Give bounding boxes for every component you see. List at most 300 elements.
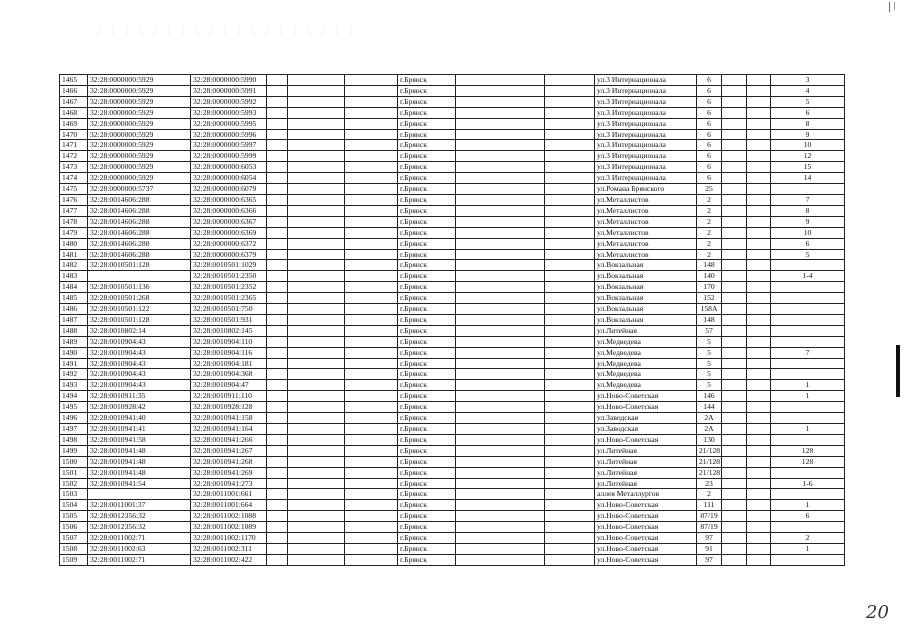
object-cadastral-number: 32:28:0011001:661 bbox=[191, 489, 267, 500]
apartment-number: 10 bbox=[771, 227, 845, 238]
empty-cell bbox=[747, 511, 771, 522]
street: ул.Медведева bbox=[595, 380, 697, 391]
empty-cell bbox=[722, 511, 747, 522]
house-number: 6 bbox=[697, 151, 722, 162]
object-cadastral-number: 32:28:0011002:1170 bbox=[191, 533, 267, 544]
apartment-number bbox=[771, 282, 845, 293]
row-number: 1476 bbox=[60, 194, 88, 205]
apartment-number: 7 bbox=[771, 347, 845, 358]
table-row bbox=[60, 380, 845, 391]
table-row bbox=[60, 304, 845, 315]
object-cadastral-number: 32:28:0010941:267 bbox=[191, 445, 267, 456]
empty-cell bbox=[747, 543, 771, 554]
empty-cell bbox=[288, 380, 345, 391]
land-cadastral-number: 32:28:0000000:5929 bbox=[88, 96, 191, 107]
object-cadastral-number: 32:28:0000000:6372 bbox=[191, 238, 267, 249]
empty-cell bbox=[288, 358, 345, 369]
land-cadastral-number: 32:28:0010941:48 bbox=[88, 445, 191, 456]
empty-cell bbox=[267, 511, 288, 522]
land-cadastral-number: 32:28:0000000:5929 bbox=[88, 107, 191, 118]
empty-cell bbox=[288, 271, 345, 282]
empty-cell bbox=[345, 304, 398, 315]
house-number: 5 bbox=[697, 347, 722, 358]
city: г.Брянск bbox=[398, 533, 456, 544]
house-number: 170 bbox=[697, 282, 722, 293]
empty-cell bbox=[456, 533, 545, 544]
land-cadastral-number: 32:28:0010904:43 bbox=[88, 358, 191, 369]
empty-cell bbox=[722, 96, 747, 107]
empty-cell bbox=[747, 194, 771, 205]
city: г.Брянск bbox=[398, 293, 456, 304]
object-cadastral-number: 32:28:0010501:2350 bbox=[191, 271, 267, 282]
empty-cell bbox=[345, 489, 398, 500]
empty-cell bbox=[345, 260, 398, 271]
apartment-number: 1 bbox=[771, 500, 845, 511]
empty-cell bbox=[722, 282, 747, 293]
empty-cell bbox=[288, 336, 345, 347]
empty-cell bbox=[288, 325, 345, 336]
empty-cell bbox=[456, 162, 545, 173]
empty-cell bbox=[722, 271, 747, 282]
apartment-number: 15 bbox=[771, 162, 845, 173]
empty-cell bbox=[722, 162, 747, 173]
empty-cell bbox=[267, 194, 288, 205]
empty-cell bbox=[747, 293, 771, 304]
empty-cell bbox=[288, 293, 345, 304]
empty-cell bbox=[456, 260, 545, 271]
empty-cell bbox=[345, 369, 398, 380]
empty-cell bbox=[722, 543, 747, 554]
empty-cell bbox=[456, 336, 545, 347]
table-row bbox=[60, 522, 845, 533]
empty-cell bbox=[456, 413, 545, 424]
empty-cell bbox=[747, 445, 771, 456]
apartment-number: 8 bbox=[771, 118, 845, 129]
land-cadastral-number: 32:28:0011002:71 bbox=[88, 533, 191, 544]
empty-cell bbox=[456, 184, 545, 195]
empty-cell bbox=[722, 325, 747, 336]
table-row bbox=[60, 293, 845, 304]
land-cadastral-number: 32:28:0000000:5929 bbox=[88, 85, 191, 96]
empty-cell bbox=[267, 216, 288, 227]
house-number: 2 bbox=[697, 249, 722, 260]
empty-cell bbox=[747, 249, 771, 260]
house-number: 5 bbox=[697, 369, 722, 380]
empty-cell bbox=[345, 543, 398, 554]
land-cadastral-number: 32:28:0011002:71 bbox=[88, 554, 191, 565]
row-number: 1495 bbox=[60, 402, 88, 413]
apartment-number: 7 bbox=[771, 194, 845, 205]
empty-cell bbox=[722, 478, 747, 489]
empty-cell bbox=[722, 75, 747, 86]
street: ул.Вокзальная bbox=[595, 282, 697, 293]
street: ул.3 Интернационала bbox=[595, 173, 697, 184]
street: ул.Ново-Советская bbox=[595, 402, 697, 413]
empty-cell bbox=[747, 522, 771, 533]
city: г.Брянск bbox=[398, 304, 456, 315]
land-cadastral-number: 32:28:0014606:288 bbox=[88, 227, 191, 238]
table-row bbox=[60, 140, 845, 151]
land-cadastral-number: 32:28:0000000:5929 bbox=[88, 140, 191, 151]
empty-cell bbox=[267, 358, 288, 369]
empty-cell bbox=[345, 96, 398, 107]
land-cadastral-number: 32:28:0000000:5929 bbox=[88, 118, 191, 129]
apartment-number bbox=[771, 369, 845, 380]
empty-cell bbox=[747, 85, 771, 96]
land-cadastral-number: 32:28:0010941:48 bbox=[88, 467, 191, 478]
empty-cell bbox=[345, 249, 398, 260]
empty-cell bbox=[456, 194, 545, 205]
row-number: 1503 bbox=[60, 489, 88, 500]
empty-cell bbox=[545, 249, 595, 260]
empty-cell bbox=[288, 162, 345, 173]
apartment-number bbox=[771, 336, 845, 347]
object-cadastral-number: 32:28:0000000:6365 bbox=[191, 194, 267, 205]
empty-cell bbox=[747, 489, 771, 500]
object-cadastral-number: 32:28:0000000:5993 bbox=[191, 107, 267, 118]
row-number: 1475 bbox=[60, 184, 88, 195]
object-cadastral-number: 32:28:0011001:664 bbox=[191, 500, 267, 511]
empty-cell bbox=[288, 96, 345, 107]
table-row bbox=[60, 184, 845, 195]
empty-cell bbox=[747, 369, 771, 380]
row-number: 1479 bbox=[60, 227, 88, 238]
street: ул.Романа Брянского bbox=[595, 184, 697, 195]
empty-cell bbox=[722, 347, 747, 358]
land-cadastral-number: 32:28:0010802:14 bbox=[88, 325, 191, 336]
empty-cell bbox=[288, 467, 345, 478]
empty-cell bbox=[747, 533, 771, 544]
empty-cell bbox=[545, 282, 595, 293]
empty-cell bbox=[267, 140, 288, 151]
empty-cell bbox=[456, 358, 545, 369]
object-cadastral-number: 32:28:0010941:273 bbox=[191, 478, 267, 489]
apartment-number bbox=[771, 434, 845, 445]
empty-cell bbox=[747, 282, 771, 293]
empty-cell bbox=[288, 304, 345, 315]
empty-cell bbox=[267, 347, 288, 358]
row-number: 1497 bbox=[60, 424, 88, 435]
table-row bbox=[60, 162, 845, 173]
empty-cell bbox=[288, 424, 345, 435]
empty-cell bbox=[345, 522, 398, 533]
scan-mark bbox=[889, 2, 890, 12]
row-number: 1506 bbox=[60, 522, 88, 533]
empty-cell bbox=[288, 85, 345, 96]
object-cadastral-number: 32:28:0000000:6079 bbox=[191, 184, 267, 195]
empty-cell bbox=[345, 293, 398, 304]
empty-cell bbox=[267, 325, 288, 336]
empty-cell bbox=[456, 554, 545, 565]
empty-cell bbox=[722, 380, 747, 391]
empty-cell bbox=[545, 173, 595, 184]
empty-cell bbox=[345, 336, 398, 347]
table-row bbox=[60, 129, 845, 140]
city: г.Брянск bbox=[398, 445, 456, 456]
empty-cell bbox=[722, 522, 747, 533]
empty-cell bbox=[545, 184, 595, 195]
empty-cell bbox=[545, 85, 595, 96]
house-number: 25 bbox=[697, 184, 722, 195]
apartment-number: 1 bbox=[771, 391, 845, 402]
land-cadastral-number: 32:28:0010928:42 bbox=[88, 402, 191, 413]
street: ул.Медведева bbox=[595, 369, 697, 380]
land-cadastral-number: 32:28:0010904:43 bbox=[88, 380, 191, 391]
row-number: 1478 bbox=[60, 216, 88, 227]
city: г.Брянск bbox=[398, 173, 456, 184]
empty-cell bbox=[267, 533, 288, 544]
empty-cell bbox=[288, 402, 345, 413]
empty-cell bbox=[545, 151, 595, 162]
empty-cell bbox=[267, 500, 288, 511]
empty-cell bbox=[747, 118, 771, 129]
street: ул.Ново-Советская bbox=[595, 533, 697, 544]
empty-cell bbox=[722, 391, 747, 402]
empty-cell bbox=[545, 216, 595, 227]
city: г.Брянск bbox=[398, 118, 456, 129]
row-number: 1485 bbox=[60, 293, 88, 304]
apartment-number: 9 bbox=[771, 216, 845, 227]
house-number: 5 bbox=[697, 358, 722, 369]
street: ул.Металлистов bbox=[595, 194, 697, 205]
empty-cell bbox=[345, 325, 398, 336]
empty-cell bbox=[545, 162, 595, 173]
object-cadastral-number: 32:28:0010904:47 bbox=[191, 380, 267, 391]
empty-cell bbox=[545, 75, 595, 86]
empty-cell bbox=[747, 151, 771, 162]
empty-cell bbox=[722, 500, 747, 511]
table-row bbox=[60, 205, 845, 216]
empty-cell bbox=[345, 424, 398, 435]
empty-cell bbox=[747, 238, 771, 249]
city: г.Брянск bbox=[398, 489, 456, 500]
city: г.Брянск bbox=[398, 467, 456, 478]
empty-cell bbox=[456, 304, 545, 315]
apartment-number bbox=[771, 467, 845, 478]
row-number: 1482 bbox=[60, 260, 88, 271]
street: ул.Литейная bbox=[595, 467, 697, 478]
empty-cell bbox=[267, 227, 288, 238]
street: ул.Заводская bbox=[595, 413, 697, 424]
land-cadastral-number: 32:28:0012356:32 bbox=[88, 522, 191, 533]
street: ул.Вокзальная bbox=[595, 314, 697, 325]
register-table-body bbox=[60, 75, 845, 566]
empty-cell bbox=[747, 347, 771, 358]
house-number: 6 bbox=[697, 85, 722, 96]
apartment-number bbox=[771, 554, 845, 565]
city: г.Брянск bbox=[398, 96, 456, 107]
empty-cell bbox=[345, 554, 398, 565]
apartment-number: 6 bbox=[771, 238, 845, 249]
empty-cell bbox=[545, 347, 595, 358]
city: г.Брянск bbox=[398, 402, 456, 413]
house-number: 111 bbox=[697, 500, 722, 511]
street: ул.Медведева bbox=[595, 358, 697, 369]
empty-cell bbox=[722, 227, 747, 238]
empty-cell bbox=[722, 358, 747, 369]
empty-cell bbox=[747, 96, 771, 107]
empty-cell bbox=[747, 140, 771, 151]
apartment-number: 6 bbox=[771, 107, 845, 118]
empty-cell bbox=[747, 380, 771, 391]
empty-cell bbox=[747, 173, 771, 184]
land-cadastral-number: 32:28:0000000:5929 bbox=[88, 173, 191, 184]
street: ул.Металлистов bbox=[595, 216, 697, 227]
empty-cell bbox=[345, 314, 398, 325]
object-cadastral-number: 32:28:0000000:5995 bbox=[191, 118, 267, 129]
row-number: 1498 bbox=[60, 434, 88, 445]
empty-cell bbox=[267, 162, 288, 173]
row-number: 1496 bbox=[60, 413, 88, 424]
empty-cell bbox=[345, 205, 398, 216]
empty-cell bbox=[456, 456, 545, 467]
street: ул.Металлистов bbox=[595, 205, 697, 216]
empty-cell bbox=[456, 445, 545, 456]
empty-cell bbox=[345, 227, 398, 238]
land-cadastral-number: 32:28:0010941:40 bbox=[88, 413, 191, 424]
land-cadastral-number: 32:28:0010904:43 bbox=[88, 369, 191, 380]
table-row bbox=[60, 75, 845, 86]
house-number: 23 bbox=[697, 478, 722, 489]
empty-cell bbox=[545, 314, 595, 325]
empty-cell bbox=[267, 402, 288, 413]
empty-cell bbox=[722, 184, 747, 195]
object-cadastral-number: 32:28:0010802:145 bbox=[191, 325, 267, 336]
table-row bbox=[60, 554, 845, 565]
empty-cell bbox=[747, 456, 771, 467]
empty-cell bbox=[345, 107, 398, 118]
empty-cell bbox=[722, 456, 747, 467]
land-cadastral-number: 32:28:0011001:37 bbox=[88, 500, 191, 511]
empty-cell bbox=[267, 434, 288, 445]
row-number: 1468 bbox=[60, 107, 88, 118]
table-row bbox=[60, 358, 845, 369]
house-number: 130 bbox=[697, 434, 722, 445]
empty-cell bbox=[545, 424, 595, 435]
empty-cell bbox=[545, 445, 595, 456]
empty-cell bbox=[345, 271, 398, 282]
empty-cell bbox=[267, 543, 288, 554]
object-cadastral-number: 32:28:0011002:311 bbox=[191, 543, 267, 554]
empty-cell bbox=[545, 107, 595, 118]
apartment-number: 1 bbox=[771, 424, 845, 435]
table-row bbox=[60, 369, 845, 380]
house-number: 91 bbox=[697, 543, 722, 554]
empty-cell bbox=[722, 249, 747, 260]
empty-cell bbox=[288, 314, 345, 325]
apartment-number: 9 bbox=[771, 129, 845, 140]
city: г.Брянск bbox=[398, 369, 456, 380]
empty-cell bbox=[456, 282, 545, 293]
row-number: 1494 bbox=[60, 391, 88, 402]
house-number: 2 bbox=[697, 194, 722, 205]
house-number: 2 bbox=[697, 489, 722, 500]
empty-cell bbox=[722, 336, 747, 347]
land-cadastral-number: 32:28:0014606:288 bbox=[88, 249, 191, 260]
row-number: 1472 bbox=[60, 151, 88, 162]
empty-cell bbox=[722, 260, 747, 271]
street: ул.Вокзальная bbox=[595, 293, 697, 304]
city: г.Брянск bbox=[398, 238, 456, 249]
city: г.Брянск bbox=[398, 260, 456, 271]
empty-cell bbox=[545, 380, 595, 391]
object-cadastral-number: 32:28:0010941:158 bbox=[191, 413, 267, 424]
row-number: 1501 bbox=[60, 467, 88, 478]
house-number: 148 bbox=[697, 260, 722, 271]
table-row bbox=[60, 151, 845, 162]
land-cadastral-number: 32:28:0010904:43 bbox=[88, 347, 191, 358]
empty-cell bbox=[267, 456, 288, 467]
empty-cell bbox=[456, 140, 545, 151]
row-number: 1465 bbox=[60, 75, 88, 86]
table-row bbox=[60, 413, 845, 424]
apartment-number: 1 bbox=[771, 380, 845, 391]
house-number: 6 bbox=[697, 173, 722, 184]
object-cadastral-number: 32:28:0010941:268 bbox=[191, 456, 267, 467]
table-row bbox=[60, 194, 845, 205]
street: ул.Медведева bbox=[595, 336, 697, 347]
row-number: 1469 bbox=[60, 118, 88, 129]
empty-cell bbox=[456, 118, 545, 129]
empty-cell bbox=[345, 511, 398, 522]
object-cadastral-number: 32:28:0000000:6054 bbox=[191, 173, 267, 184]
empty-cell bbox=[456, 151, 545, 162]
empty-cell bbox=[456, 249, 545, 260]
house-number: 21/128 bbox=[697, 445, 722, 456]
city: г.Брянск bbox=[398, 162, 456, 173]
row-number: 1484 bbox=[60, 282, 88, 293]
city: г.Брянск bbox=[398, 511, 456, 522]
empty-cell bbox=[545, 500, 595, 511]
object-cadastral-number: 32:28:0000000:5999 bbox=[191, 151, 267, 162]
empty-cell bbox=[345, 282, 398, 293]
empty-cell bbox=[747, 434, 771, 445]
empty-cell bbox=[267, 151, 288, 162]
table-row bbox=[60, 282, 845, 293]
land-cadastral-number: 32:28:0010501:128 bbox=[88, 260, 191, 271]
street: ул.3 Интернационала bbox=[595, 96, 697, 107]
object-cadastral-number: 32:28:0010941:164 bbox=[191, 424, 267, 435]
empty-cell bbox=[456, 478, 545, 489]
house-number: 6 bbox=[697, 107, 722, 118]
empty-cell bbox=[722, 402, 747, 413]
empty-cell bbox=[722, 489, 747, 500]
empty-cell bbox=[267, 369, 288, 380]
empty-cell bbox=[722, 293, 747, 304]
empty-cell bbox=[456, 467, 545, 478]
object-cadastral-number: 32:28:0010501:2352 bbox=[191, 282, 267, 293]
table-row bbox=[60, 511, 845, 522]
empty-cell bbox=[456, 129, 545, 140]
street: ул.Вокзальная bbox=[595, 260, 697, 271]
row-number: 1500 bbox=[60, 456, 88, 467]
street: ул.Ново-Советская bbox=[595, 391, 697, 402]
empty-cell bbox=[288, 238, 345, 249]
empty-cell bbox=[267, 304, 288, 315]
empty-cell bbox=[267, 293, 288, 304]
empty-cell bbox=[545, 205, 595, 216]
empty-cell bbox=[722, 424, 747, 435]
empty-cell bbox=[345, 151, 398, 162]
object-cadastral-number: 32:28:0000000:5997 bbox=[191, 140, 267, 151]
object-cadastral-number: 32:28:0010904:110 bbox=[191, 336, 267, 347]
apartment-number: 1-6 bbox=[771, 478, 845, 489]
apartment-number: 3 bbox=[771, 75, 845, 86]
empty-cell bbox=[267, 249, 288, 260]
object-cadastral-number: 32:28:0000000:5990 bbox=[191, 75, 267, 86]
city: г.Брянск bbox=[398, 456, 456, 467]
empty-cell bbox=[545, 543, 595, 554]
